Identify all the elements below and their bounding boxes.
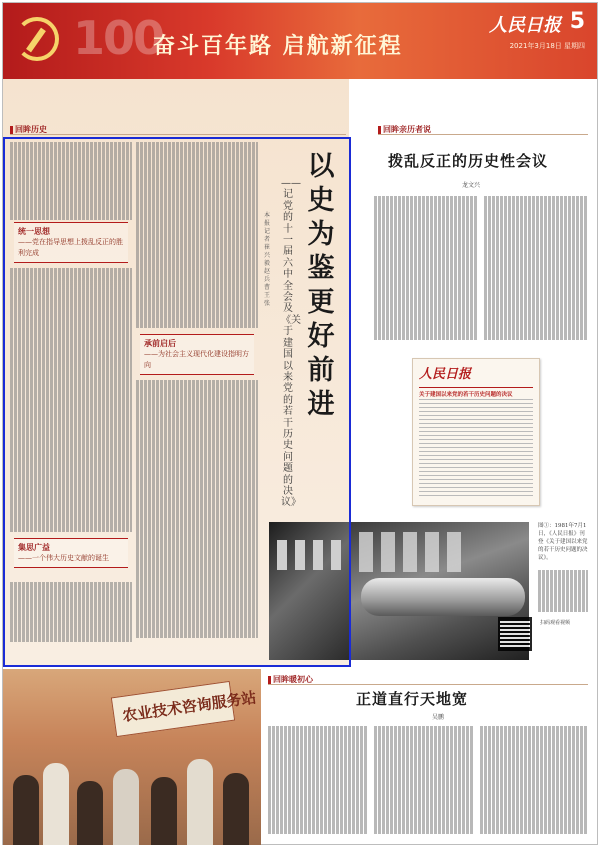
qr-caption: 扫码观看视频 [540, 620, 571, 626]
newspaper-logo: 人民日报 [419, 367, 472, 382]
subhead-1-sub: ——党在指导思想上拨乱反正的胜利完成 [18, 238, 123, 257]
bottom-historical-photo [3, 669, 261, 845]
left-section-rule [10, 134, 346, 135]
page-number: 5 [569, 9, 585, 34]
article-text-block [484, 196, 588, 342]
article-text-block [480, 726, 588, 838]
centenary-mark: 100 [73, 11, 164, 65]
subhead-2-main: 承前启后 [144, 338, 176, 348]
newspaper-text [419, 399, 533, 499]
feature-title: 以史为鉴更好前进 [307, 151, 335, 420]
right-section-rule [378, 134, 588, 135]
right-headline: 拨乱反正的历史性会议 [388, 152, 549, 170]
article-text-block [268, 726, 368, 838]
qr-code[interactable] [498, 617, 532, 651]
section-marker-icon [268, 676, 271, 684]
feature-subtitle: ——记党的十一届六中全会及《关于建国以来党的若干历史问题的决议》 [281, 178, 301, 509]
masthead-banner [3, 3, 597, 79]
feature-byline: 本报记者 崔兴毅 赵兵 曹 王 张 [263, 212, 270, 307]
subhead-3-main: 集思广益 [18, 542, 50, 552]
photo-signboard [111, 681, 258, 737]
article-text-block [374, 196, 478, 342]
subhead-2-sub: ——为社会主义现代化建设指明方向 [144, 350, 249, 369]
bottom-section-rule [268, 684, 588, 685]
bottom-headline: 正道直行天地宽 [356, 690, 469, 708]
party-emblem-icon [15, 17, 59, 61]
right-section-label-text: 回眸亲历者说 [383, 125, 431, 134]
bottom-section-label-text: 回眸暖初心 [273, 675, 313, 684]
right-author: 龙文兴 [462, 182, 481, 189]
bottom-author: 吴鹏 [432, 714, 445, 721]
newspaper-headline: 关于建国以来党的若干历史问题的决议 [419, 387, 533, 398]
section-marker-icon [378, 126, 381, 134]
left-section-label-text: 回眸历史 [15, 125, 47, 134]
machine-drum [361, 578, 525, 616]
article-text-block [374, 726, 474, 838]
dateline: 2021年3月18日 星期四 [509, 42, 585, 50]
subhead-3-sub: ——一个伟大历史文献的诞生 [18, 554, 109, 562]
caption-text-block [538, 570, 588, 614]
section-marker-icon [10, 126, 13, 134]
photo-caption: 图①：1981年7月1日，《人民日报》刊登《关于建国以来党的若干历史问题的决议》。 [538, 523, 588, 561]
selection-highlight-box[interactable] [3, 137, 351, 667]
masthead-slogan: 奋斗百年路 启航新征程 [153, 34, 403, 59]
signboard-text: 农业技术咨询服务站 [121, 688, 258, 726]
subhead-1-main: 统一思想 [18, 226, 50, 236]
newspaper-reproduction [412, 358, 540, 506]
paper-logo: 人民日报 [489, 15, 561, 36]
